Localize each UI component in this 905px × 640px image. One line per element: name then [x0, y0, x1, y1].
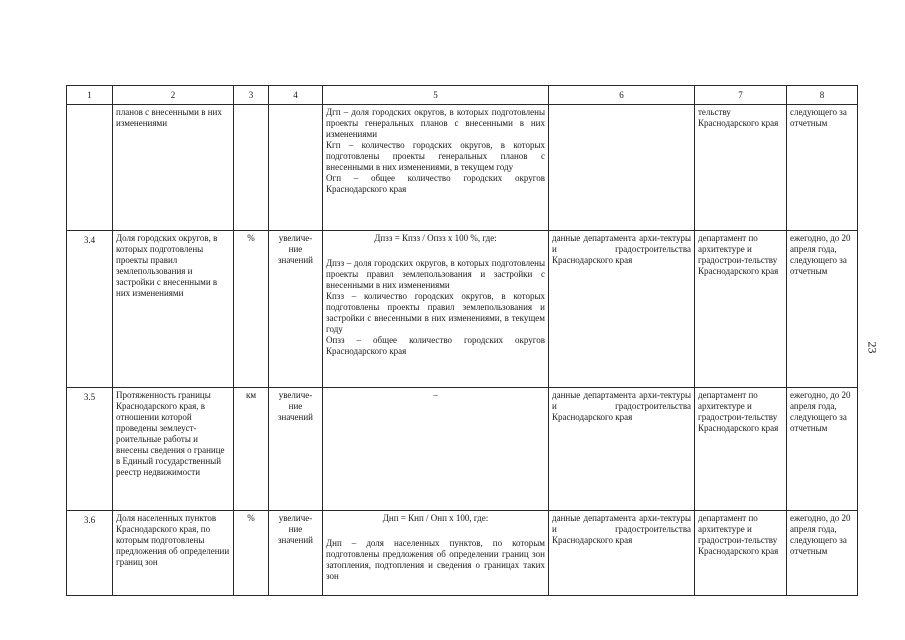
trend-cell: увеличе-ние значений: [269, 511, 323, 596]
responsible-cell: департамент по архитектуре и градострои-тельству Краснодарского края: [695, 511, 787, 596]
indicator-name: Доля населенных пунктов Краснодарского края, по которым подготовлены предложения об определении границ зон: [113, 511, 234, 596]
row-number: [67, 105, 113, 231]
formula-line: Днп – доля населенных пунктов, по которым подготовлены предложения об определении границ зон затопления, подтопления и сведения о границах таких зон: [326, 538, 545, 581]
table-row: [67, 231, 858, 388]
header-cell-4: 4: [269, 86, 323, 105]
formula-expression: –: [433, 390, 438, 400]
row-number: 3.6: [67, 511, 113, 596]
indicator-name: Доля городских округов, в которых подготовлены проекты правил землепользования и застройки с внесенными в них изменениями: [113, 231, 234, 388]
row-number: 3.4: [67, 231, 113, 388]
formula-cell: [323, 511, 549, 596]
formula-line: Опзз – общее количество городских округов Краснодарского края: [326, 335, 545, 356]
period-cell: ежегодно, до 20 апреля года, следующего за отчетным: [787, 231, 858, 388]
header-cell-1: 1: [67, 86, 113, 105]
trend-cell: [269, 105, 323, 231]
unit-cell: [234, 105, 269, 231]
formula-line: Дпзз – доля городских округов, в которых подготовлены проекты правил землепользования и застройки с внесенными в них изменениями: [326, 258, 545, 290]
header-cell-3: 3: [234, 86, 269, 105]
formula-cell: [323, 388, 549, 511]
formula-cell: [323, 105, 549, 231]
period-cell: ежегодно, до 20 апреля года, следующего за отчетным: [787, 388, 858, 511]
responsible-cell: тельству Краснодарского края: [695, 105, 787, 231]
trend-cell: увеличе-ние значений: [269, 388, 323, 511]
table-row: [67, 105, 858, 231]
formula-expression: Днп = Кнп / Онп х 100, где:: [382, 513, 489, 523]
formula-line: Дгп – доля городских округов, в которых подготовлены проекты генеральных планов с внесенными в них изменениями: [326, 107, 545, 139]
unit-cell: %: [234, 511, 269, 596]
header-cell-6: 6: [549, 86, 695, 105]
formula-line: Огп – общее количество городских округов Краснодарского края: [326, 173, 545, 194]
data-source-cell: данные департамента архи-тектуры и градостроительства Краснодарского края: [549, 511, 695, 596]
table-row: [67, 511, 858, 596]
formula-cell: [323, 231, 549, 388]
row-number: 3.5: [67, 388, 113, 511]
formula-expression: Дпзз = Кпзз / Опзз х 100 %, где:: [374, 233, 497, 243]
header-row: [67, 86, 858, 105]
unit-cell: км: [234, 388, 269, 511]
header-cell-7: 7: [695, 86, 787, 105]
data-source-cell: [549, 105, 695, 231]
responsible-cell: департамент по архитектуре и градострои-тельству Краснодарского края: [695, 388, 787, 511]
period-cell: ежегодно, до 20 апреля года, следующего за отчетным: [787, 511, 858, 596]
header-cell-5: 5: [323, 86, 549, 105]
indicator-table: [66, 85, 858, 596]
formula-line: Кпзз – количество городских округов, в которых подготовлены проекты правил землепользования и застройки с внесенными в них изменениями, в текущем году: [326, 291, 545, 334]
unit-cell: %: [234, 231, 269, 388]
header-cell-8: 8: [787, 86, 858, 105]
page-number: 23: [865, 341, 880, 354]
indicator-name: Протяженность границы Краснодарского края, в отношении которой проведены землеуст-роительные работы и внесены сведения о границе в Единый государственный реестр недвижимости: [113, 388, 234, 511]
data-source-cell: данные департамента архи-тектуры и градостроительства Краснодарского края: [549, 231, 695, 388]
data-source-cell: данные департамента архи-тектуры и градостроительства Краснодарского края: [549, 388, 695, 511]
formula-line: Кгп – количество городских округов, в которых подготовлены проекты генеральных планов с внесенными в них изменениями, в текущем году: [326, 140, 545, 172]
period-cell: следующего за отчетным: [787, 105, 858, 231]
header-cell-2: 2: [113, 86, 234, 105]
indicator-name: планов с внесенными в них изменениями: [113, 105, 234, 231]
responsible-cell: департамент по архитектуре и градострои-тельству Краснодарского края: [695, 231, 787, 388]
trend-cell: увеличе-ние значений: [269, 231, 323, 388]
table-row: [67, 388, 858, 511]
